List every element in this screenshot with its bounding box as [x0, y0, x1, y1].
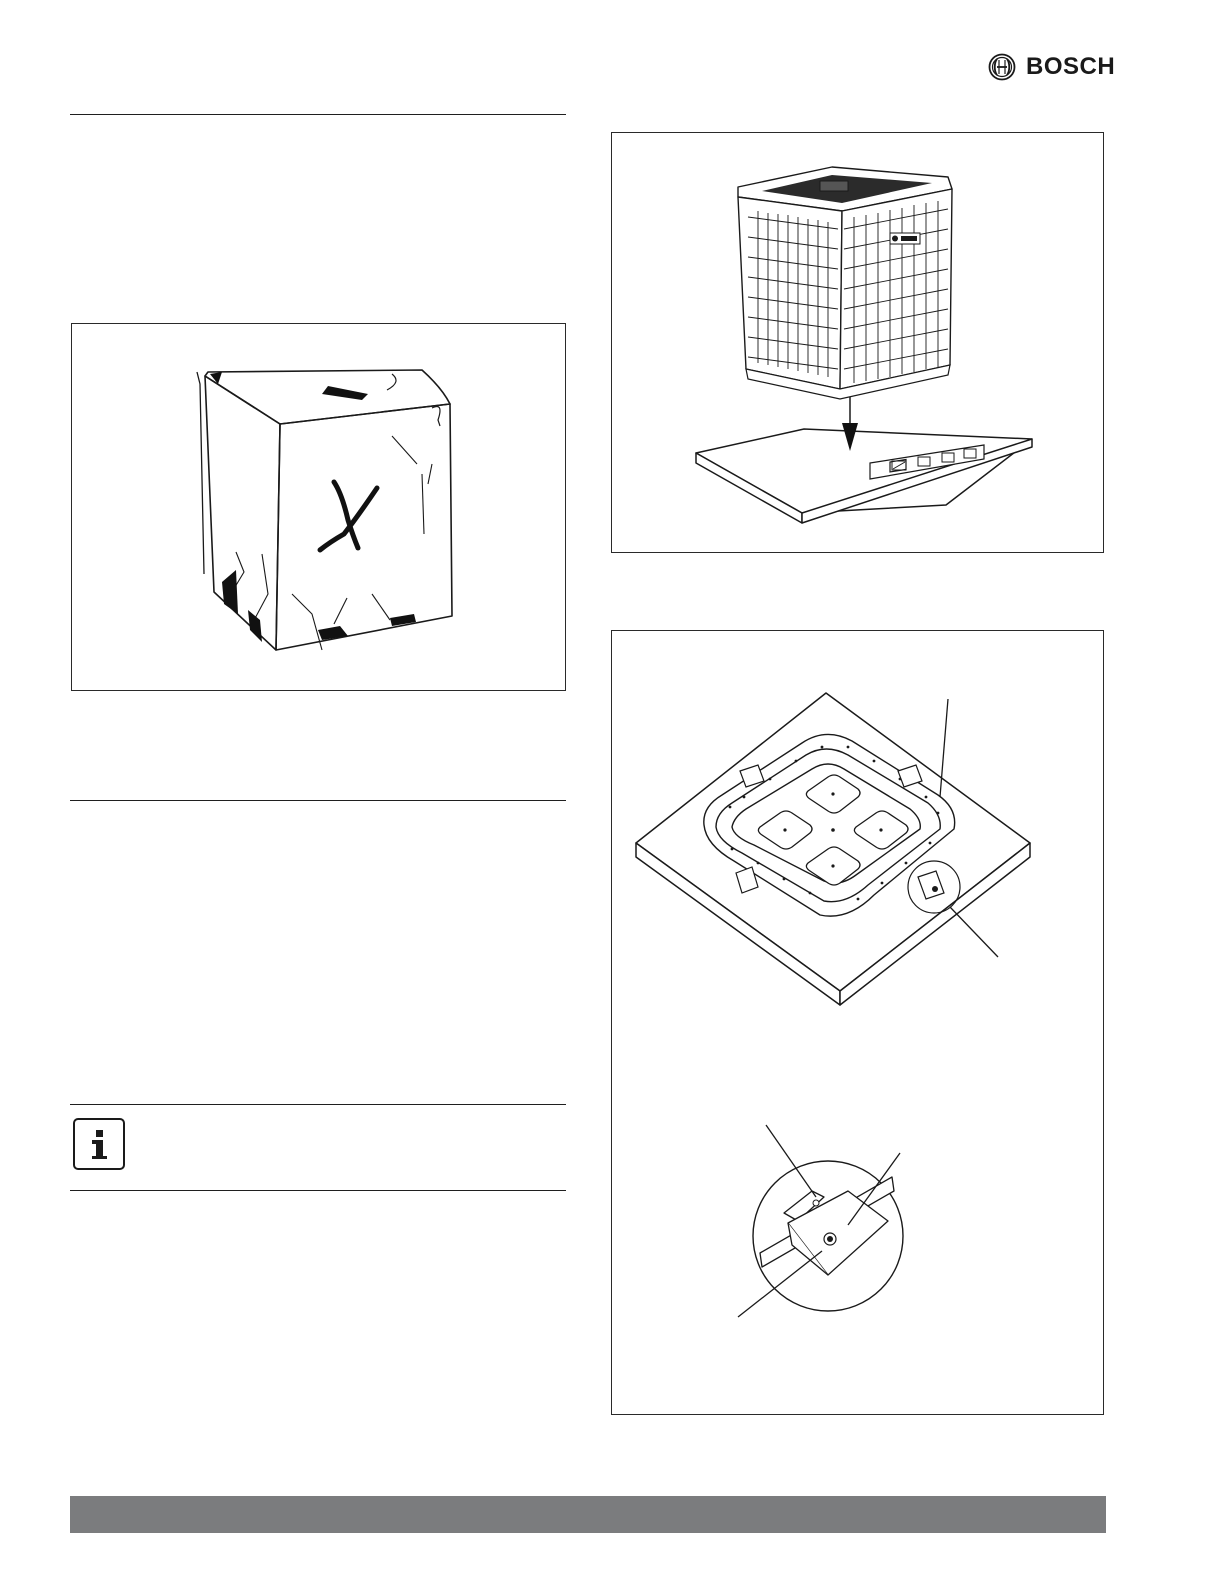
- section-divider-middle: [70, 800, 566, 801]
- figure-mounting-detail: [611, 630, 1104, 1415]
- figure-covered-unit: [71, 323, 566, 691]
- info-icon: [73, 1118, 125, 1170]
- figure-unit-placement: [611, 132, 1104, 553]
- note-divider-top: [70, 1104, 566, 1105]
- note-divider-bottom: [70, 1190, 566, 1191]
- bosch-armature-icon: [988, 53, 1016, 81]
- footer-bar: [70, 1496, 1106, 1533]
- covered-unit-mark: X: [72, 324, 73, 325]
- section-divider-top: [70, 114, 566, 115]
- brand-logo: [988, 53, 1115, 81]
- brand-name: BOSCH: [1026, 53, 1116, 80]
